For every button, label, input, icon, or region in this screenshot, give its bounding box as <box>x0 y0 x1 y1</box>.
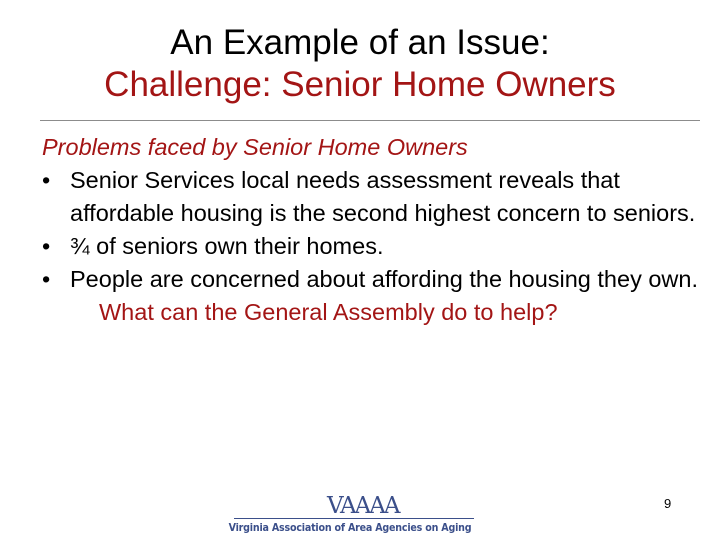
title-line-1: An Example of an Issue: <box>170 23 550 62</box>
vaaaa-logo <box>228 492 478 538</box>
bullet-text: Senior Services local needs assessment reveals that affordable housing is the second highest concern to seniors. <box>70 167 696 226</box>
title-divider <box>40 120 700 121</box>
bullet-dot-icon: • <box>42 266 51 292</box>
logo-mark-icon <box>327 492 399 520</box>
slide-title <box>0 22 720 106</box>
title-line-2: Challenge: Senior Home Owners <box>104 65 616 104</box>
bullet-dot-icon: • <box>42 233 51 259</box>
bullet-item <box>42 230 712 263</box>
bullet-item <box>42 164 712 230</box>
bullet-text: People are concerned about affording the housing they own. <box>70 266 698 292</box>
bullet-item <box>42 263 712 296</box>
page-number: 9 <box>664 496 672 511</box>
logo-caption: Virginia Association of Area Agencies on Aging <box>228 522 472 534</box>
slide-body <box>42 131 712 329</box>
logo-caption-block <box>228 522 472 534</box>
intro-text: Problems faced by Senior Home Owners <box>42 134 468 160</box>
bullet-text: ¾ of seniors own their homes. <box>70 233 384 259</box>
bullet-list <box>42 164 712 296</box>
logo-mark-text: VAAAA <box>327 493 399 519</box>
logo-rule <box>234 518 474 519</box>
question-text: What can the General Assembly do to help? <box>99 299 558 325</box>
bullet-dot-icon: • <box>42 167 51 193</box>
